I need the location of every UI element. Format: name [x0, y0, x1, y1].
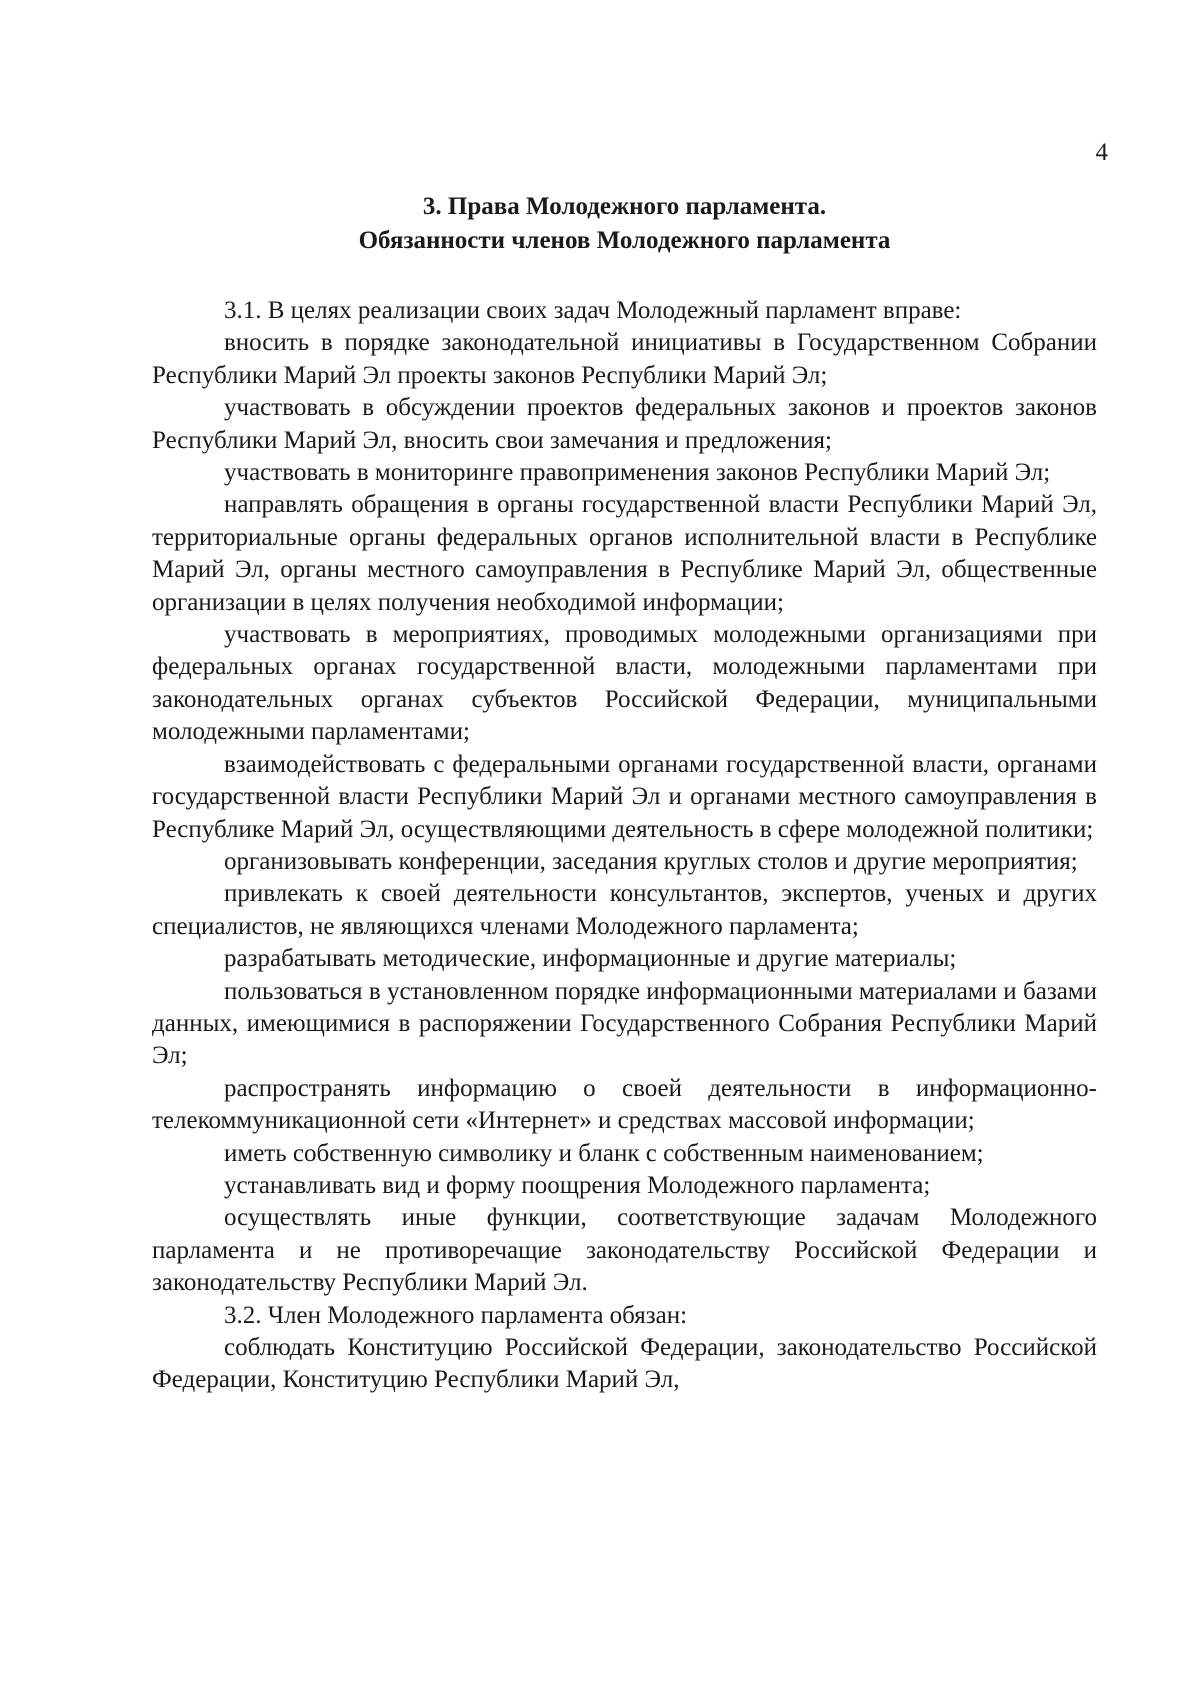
document-body [152, 295, 1097, 1397]
paragraph: привлекать к своей деятельности консультантов, экспертов, ученых и других специалистов, не являющихся членами Молодежного парламента; [152, 880, 1097, 940]
paragraph: участвовать в мониторинге правоприменения законов Республики Марий Эл; [224, 459, 1051, 487]
paragraph: 3.2. Член Молодежного парламента обязан: [224, 1301, 688, 1329]
paragraph: организовывать конференции, заседания круглых столов и другие мероприятия; [224, 847, 1078, 875]
paragraph: распространять информацию о своей деятельности в информационно-телекоммуникационной сети «Интернет» и средствах массовой информации; [152, 1074, 1097, 1135]
section-heading [152, 190, 1097, 258]
paragraph: направлять обращения в органы государственной власти Республики Марий Эл, территориальные органы федеральных органов исполнительной власти в Республике Марий Эл, органы местного самоуправления в Республике Марий Эл, общественные организации в целях получения необходимой информации; [152, 491, 1097, 616]
paragraph: вносить в порядке законодательной инициативы в Государственном Собрании Республики Марий Эл проекты законов Республики Марий Эл; [152, 329, 1097, 389]
section-heading-line-1: 3. Права Молодежного парламента. [422, 193, 827, 220]
paragraph: устанавливать вид и форму поощрения Молодежного парламента; [224, 1171, 931, 1199]
paragraph: участвовать в обсуждении проектов федеральных законов и проектов законов Республики Марий Эл, вносить свои замечания и предложения; [152, 394, 1097, 454]
paragraph: участвовать в мероприятиях, проводимых молодежными организациями при федеральных органах государственной власти, молодежными парламентами при законодательных органах субъектов Российской Федерации, муниципальными молодежными парламентами; [152, 621, 1097, 746]
paragraph: взаимодействовать с федеральными органами государственной власти, органами государственной власти Республики Марий Эл и органами местного самоуправления в Республике Марий Эл, осуществляющими деятельность в сфере молодежной политики; [152, 750, 1097, 843]
paragraph: соблюдать Конституцию Российской Федерации, законодательство Российской Федерации, Конституцию Республики Марий Эл, [152, 1334, 1097, 1394]
paragraph: разрабатывать методические, информационные и другие материалы; [224, 945, 957, 973]
paragraph: иметь собственную символику и бланк с собственным наименованием; [224, 1139, 984, 1167]
page-number: 4 [1095, 139, 1108, 166]
paragraph: пользоваться в установленном порядке информационными материалами и базами данных, имеющимися в распоряжении Государственного Собрания Республики Марий Эл; [152, 977, 1097, 1070]
section-heading-line-2: Обязанности членов Молодежного парламента [358, 227, 891, 254]
paragraph: 3.1. В целях реализации своих задач Молодежный парламент вправе: [224, 297, 962, 324]
paragraph: осуществлять иные функции, соответствующие задачам Молодежного парламента и не противоречащие законодательству Российской Федерации и законодательству Республики Марий Эл. [152, 1204, 1097, 1297]
